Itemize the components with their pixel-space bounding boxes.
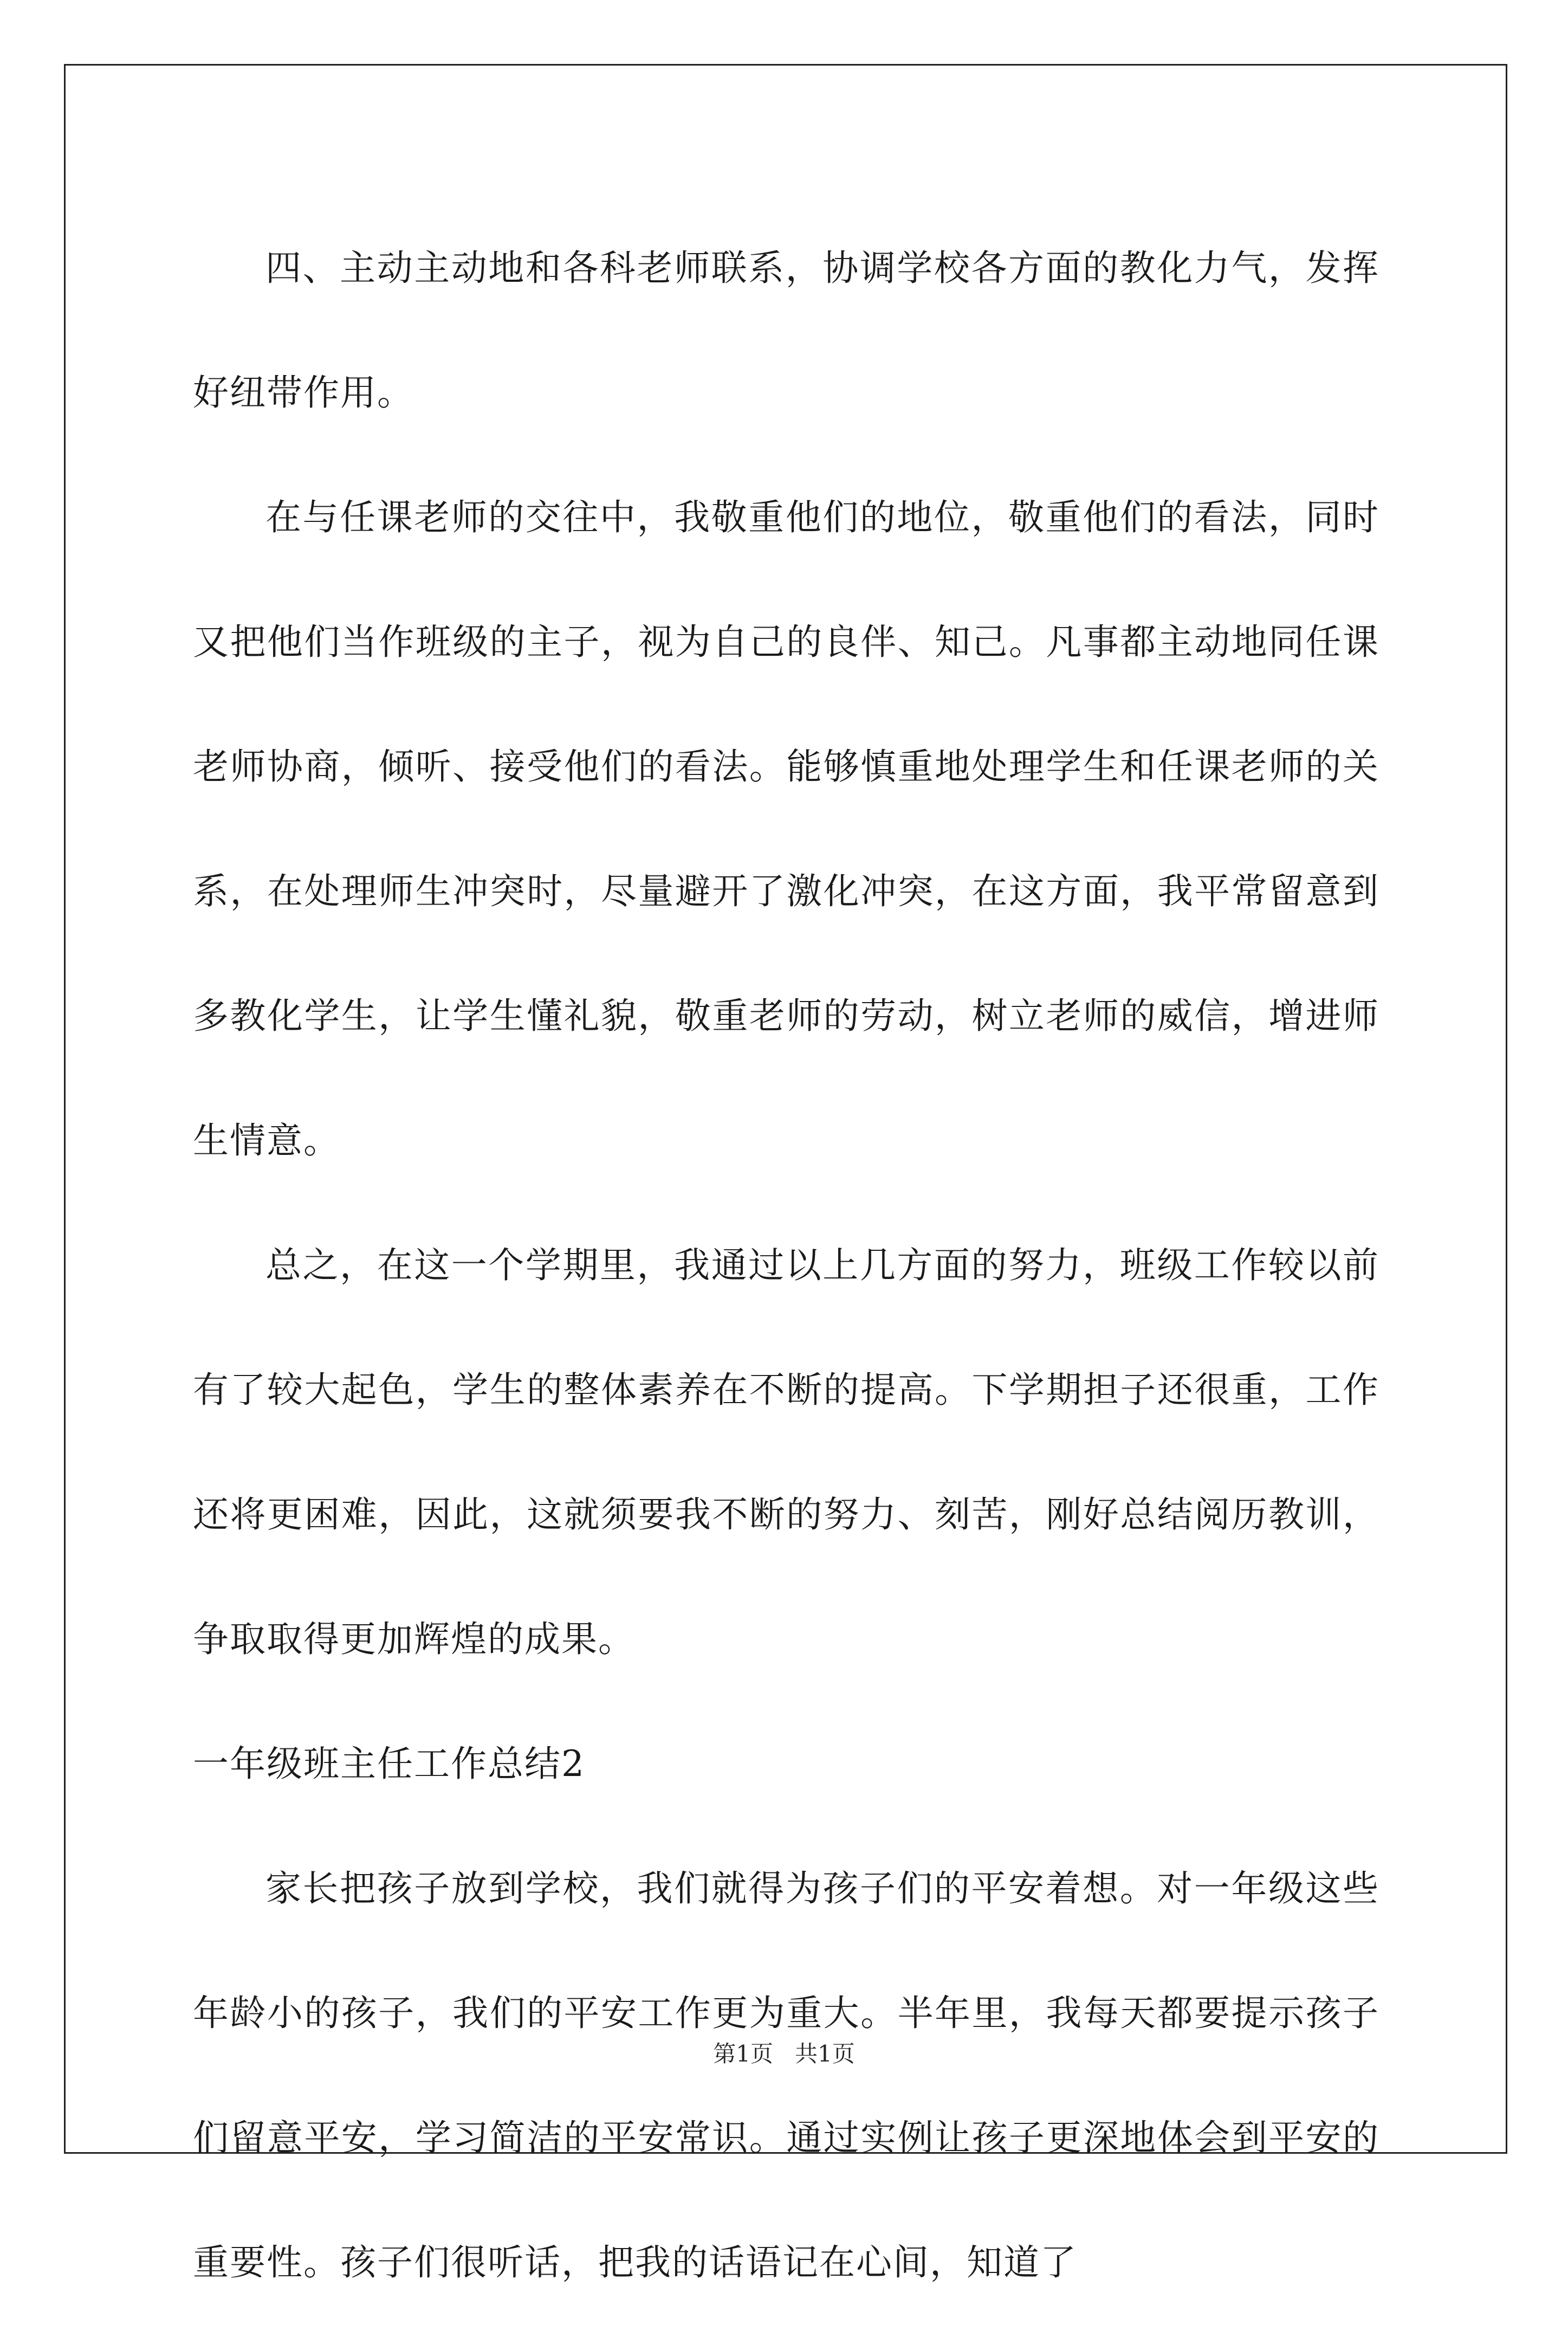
paragraph: 四、主动主动地和各科老师联系，协调学校各方面的教化力气，发挥好纽带作用。 xyxy=(193,247,1379,414)
page-total: 共1页 xyxy=(795,2040,855,2067)
paragraph: 总之，在这一个学期里，我通过以上几方面的努力，班级工作较以前有了较大起色，学生的整体素养在不断的提高。下学期担子还很重，工作还将更困难，因此，这就须要我不断的努力、刻苦，刚好总结阅历教训，争取取得更加辉煌的成果。 xyxy=(193,1244,1379,1660)
page-footer xyxy=(0,2038,1568,2070)
paragraph: 家长把孩子放到学校，我们就得为孩子们的平安着想。对一年级这些年龄小的孩子，我们的平安工作更为重大。半年里，我每天都要提示孩子们留意平安，学习简洁的平安常识。通过实例让孩子更深地体会到平安的重要性。孩子们很听话，把我的话语记在心间，知道了 xyxy=(193,1868,1379,2283)
document-body xyxy=(193,206,1379,2325)
page-number: 第1页 xyxy=(713,2040,773,2067)
section-title: 一年级班主任工作总结2 xyxy=(193,1743,585,1785)
paragraph: 在与任课老师的交往中，我敬重他们的地位，敬重他们的看法，同时又把他们当作班级的主子，视为自己的良伴、知己。凡事都主动地同任课老师协商，倾听、接受他们的看法。能够慎重地处理学生和任课老师的关系，在处理师生冲突时，尽量避开了激化冲突，在这方面，我平常留意到多教化学生，让学生懂礼貌，敬重老师的劳动，树立老师的威信，增进师生情意。 xyxy=(193,496,1379,1161)
